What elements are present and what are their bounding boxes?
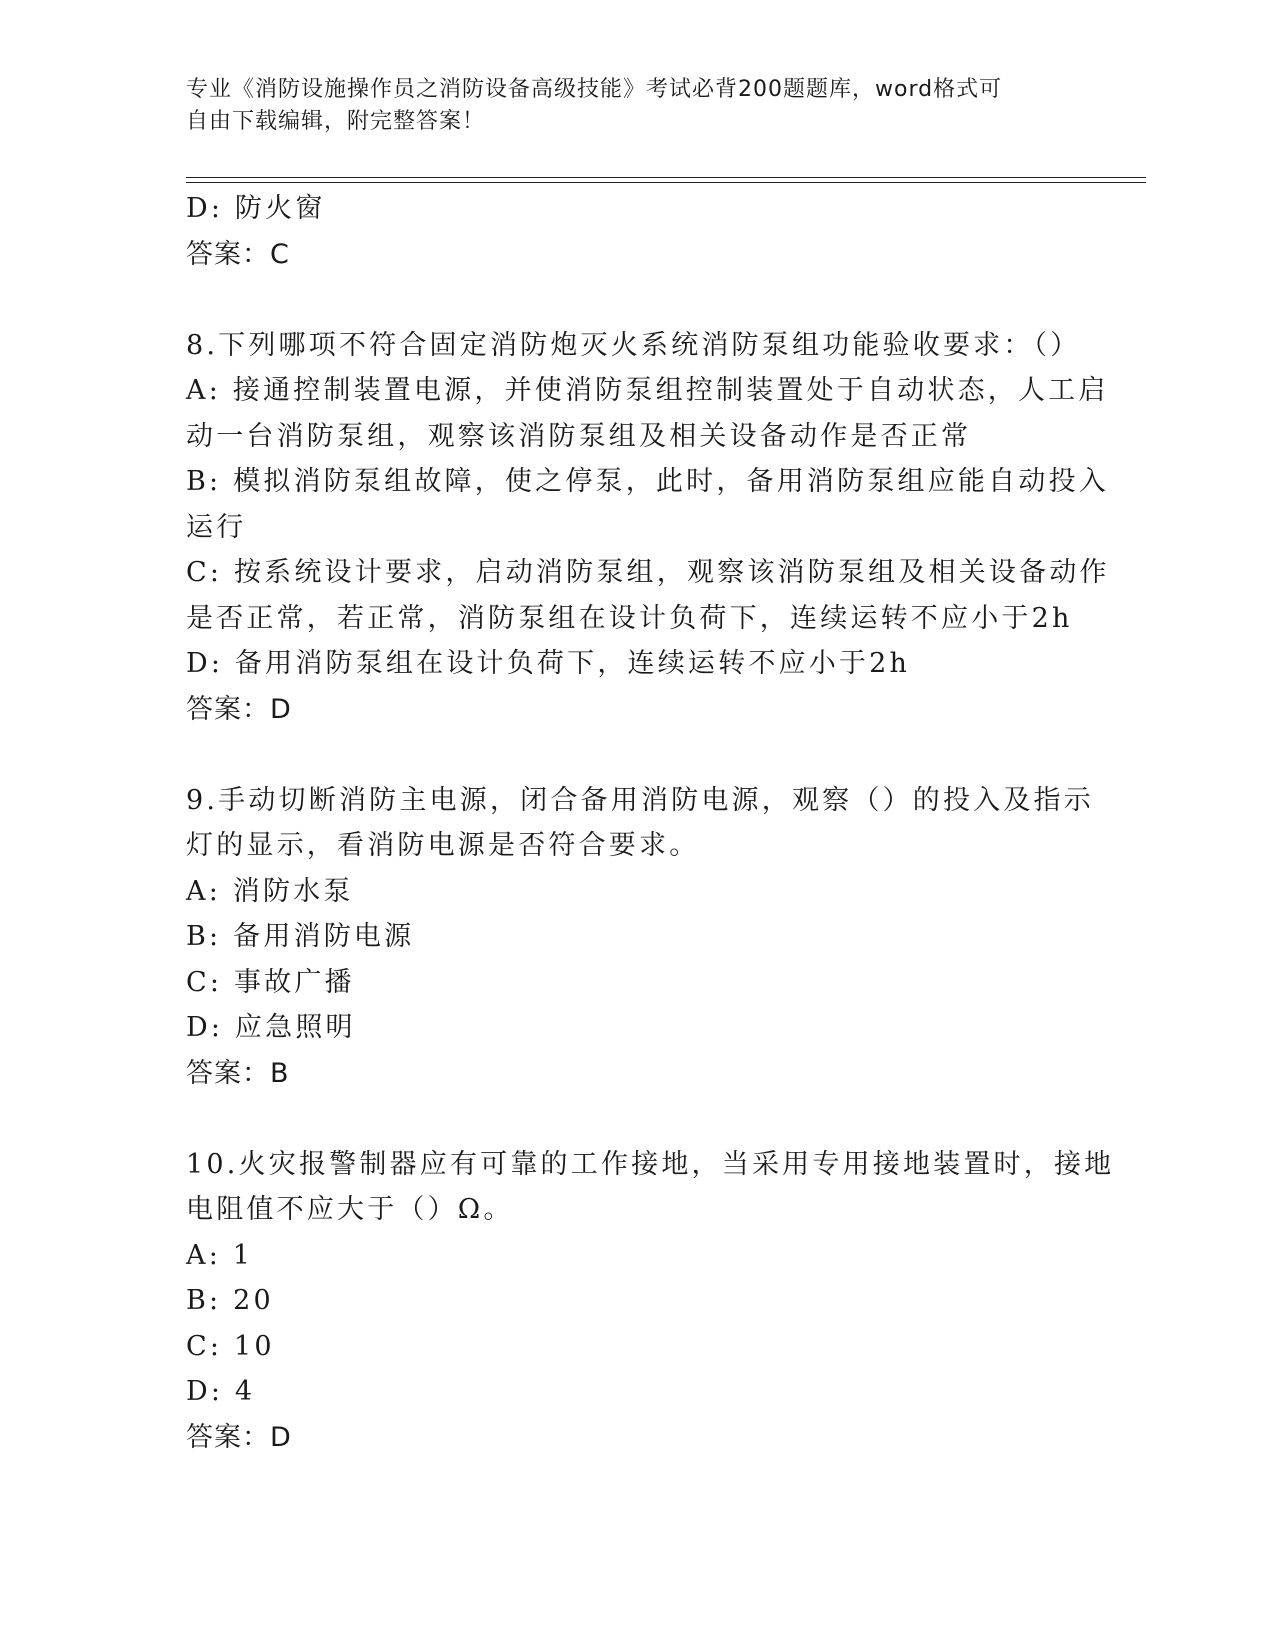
q10-stem-line2: 电阻值不应大于（）Ω。: [186, 1194, 514, 1225]
q8-stem: 8.下列哪项不符合固定消防炮灭火系统消防泵组功能验收要求：（）: [186, 329, 1081, 361]
q10-option-b: B: 20: [186, 1285, 274, 1316]
q9-option-b: B: 备用消防电源: [186, 921, 415, 952]
q9-answer: 答案：B: [186, 1057, 290, 1089]
q8-option-b-line2: 运行: [186, 511, 247, 543]
spacer: [186, 1096, 1086, 1142]
spacer: [186, 732, 1086, 778]
prev-option-d: D: 防火窗: [186, 193, 326, 224]
q10-option-a: A: 1: [186, 1239, 254, 1271]
header-line-2: 自由下载编辑，附完整答案！: [186, 109, 486, 134]
q9-option-c: C: 事故广播: [186, 966, 355, 998]
q9-stem-line2: 灯的显示，看消防电源是否符合要求。: [186, 830, 700, 861]
q8-option-b-line1: B: 模拟消防泵组故障，使之停泵，此时，备用消防泵组应能自动投入: [186, 466, 1109, 497]
q8-option-d: D: 备用消防泵组在设计负荷下，连续运转不应小于2h: [186, 648, 911, 679]
q8-answer: 答案：D: [186, 693, 292, 725]
q9-stem-line1: 9.手动切断消防主电源，闭合备用消防电源，观察（）的投入及指示: [186, 784, 1094, 816]
question-content: [186, 186, 1115, 1460]
q8-option-a-line2: 动一台消防泵组，观察该消防泵组及相关设备动作是否正常: [186, 420, 972, 452]
page-header: [186, 74, 1066, 138]
header-line-1: 专业《消防设施操作员之消防设备高级技能》考试必背200题题库，word格式可: [186, 77, 1003, 102]
q8-option-c-line1: C: 按系统设计要求，启动消防泵组，观察该消防泵组及相关设备动作: [186, 557, 1110, 588]
header-divider-bottom: [186, 182, 1146, 183]
q8-option-c-line2: 是否正常，若正常，消防泵组在设计负荷下，连续运转不应小于2h: [186, 602, 1073, 634]
q9-option-d: D: 应急照明: [186, 1012, 356, 1043]
q10-option-d: D: 4: [186, 1376, 256, 1407]
q9-option-a: A: 消防水泵: [186, 875, 354, 907]
header-divider-top: [186, 177, 1146, 178]
q10-stem-line1: 10.火灾报警制器应有可靠的工作接地，当采用专用接地装置时，接地: [186, 1148, 1115, 1180]
q10-option-c: C: 10: [186, 1330, 275, 1362]
spacer: [186, 277, 1086, 323]
q10-answer: 答案：D: [186, 1421, 292, 1453]
q8-option-a-line1: A: 接通控制装置电源，并使消防泵组控制装置处于自动状态，人工启: [186, 375, 1109, 406]
prev-answer: 答案：C: [186, 238, 290, 270]
